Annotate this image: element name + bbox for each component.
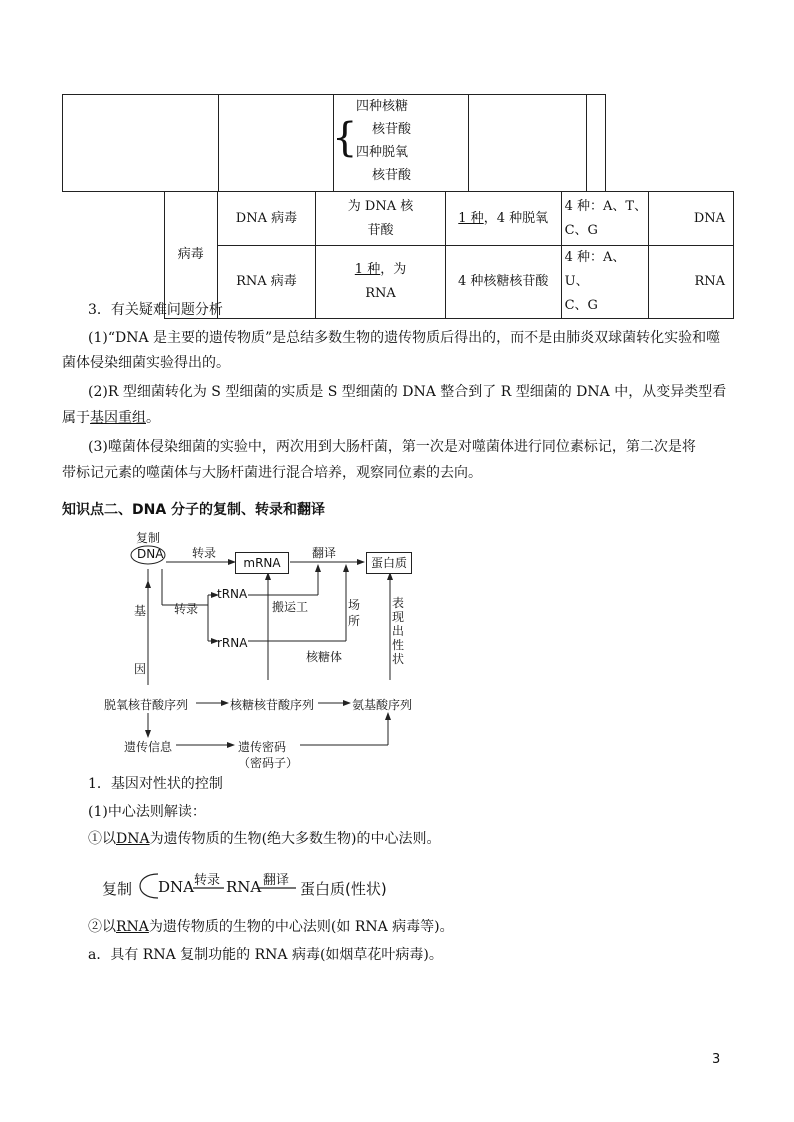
virus-type: DNA 病毒 (217, 192, 316, 246)
table-cell (468, 95, 586, 192)
label-transcribe: 转录 (174, 602, 199, 616)
label-translate: 翻译 (312, 546, 337, 560)
formula-replicate: 复制 (102, 880, 133, 898)
formula-translate: 翻译 (263, 873, 290, 888)
box-mrna: mRNA (235, 552, 289, 574)
formula-transcribe: 转录 (194, 873, 221, 888)
virus-bases: 4 种：A、T、 C、G (561, 192, 648, 246)
section-heading: 3．有关疑难问题分析 (88, 302, 223, 318)
section-heading: 知识点二、DNA 分子的复制、转录和翻译 (62, 502, 326, 518)
virus-cell: 1 种，4 种脱氧 (445, 192, 561, 246)
paragraph-line: (1)“DNA 是主要的遗传物质”是总结多数生物的遗传物质后得出的，而不是由肺炎双球菌转化实验和噬 (88, 330, 721, 346)
paragraph-line: (2)R 型细菌转化为 S 型细菌的实质是 S 型细菌的 DNA 整合到了 R 型细菌的 DNA 中，从变异类型看 (88, 384, 727, 400)
label-gen-info: 遗传信息 (124, 740, 173, 754)
label-aa-seq: 氨基酸序列 (352, 698, 413, 712)
box-protein: 蛋白质 (366, 552, 412, 574)
paragraph-line: 菌体侵染细菌实验得出的。 (62, 355, 230, 371)
label-rrna: rRNA (217, 636, 248, 650)
formula-protein: 蛋白质(性状) (300, 880, 387, 898)
label-site: 场 (348, 598, 361, 612)
label-site: 所 (348, 614, 361, 628)
label-gen-code: 遗传密码 (238, 740, 287, 754)
label-transcribe: 转录 (192, 546, 217, 560)
virus-type: RNA 病毒 (217, 246, 316, 319)
formula-rna: RNA (226, 878, 262, 896)
virus-cell: 1 种，为 RNA (316, 246, 446, 319)
label-carrier: 搬运工 (272, 600, 309, 614)
paragraph-line: 属于基因重组。 (62, 410, 160, 426)
table-cell (587, 95, 606, 192)
item-line: ②以RNA为遗传物质的生物的中心法则(如 RNA 病毒等)。 (88, 919, 454, 935)
table-cell (218, 95, 333, 192)
cell-line: 核苷酸 (371, 168, 411, 183)
section-heading: 1．基因对性状的控制 (88, 776, 223, 792)
virus-group-label: 病毒 (165, 192, 218, 319)
label-ribosome: 核糖体 (306, 650, 343, 664)
label-ribo-seq: 核糖核苷酸序列 (230, 698, 315, 712)
virus-material: RNA (648, 246, 733, 319)
table-cell (63, 95, 219, 192)
paragraph-line: (3)噬菌体侵染细菌的实验中，两次用到大肠杆菌，第一次是对噬菌体进行同位素标记，第二次是将 (88, 439, 696, 455)
virus-bases: 4 种：A、U、 C、G (561, 246, 648, 319)
label-deoxy-seq: 脱氧核苷酸序列 (104, 698, 189, 712)
virus-cell: 为 DNA 核 苷酸 (316, 192, 446, 246)
virus-material: DNA (648, 192, 733, 246)
paragraph-line: 带标记元素的噬菌体与大肠杆菌进行混合培养，观察同位素的去向。 (62, 465, 482, 481)
table-cell-nucleotides: { 四种核糖 核苷酸 四种脱氧 核苷酸 (333, 95, 468, 192)
cell-line: 四种核糖 (355, 99, 408, 114)
label-dna: DNA (137, 547, 164, 561)
cell-line: 核苷酸 (371, 122, 411, 137)
label-codon: （密码子） (238, 756, 299, 770)
table-virus (164, 191, 734, 319)
label-trna: tRNA (217, 587, 248, 601)
sub-heading: (1)中心法则解读： (88, 804, 206, 820)
item-line: ①以DNA为遗传物质的生物(绝大多数生物)的中心法则。 (88, 831, 441, 847)
item-line: a．具有 RNA 复制功能的 RNA 病毒(如烟草花叶病毒)。 (88, 947, 443, 963)
label-gene: 基 (134, 604, 147, 618)
label-replicate: 复制 (136, 531, 161, 545)
table-top (62, 94, 606, 192)
label-gene: 因 (134, 662, 147, 676)
label-express: 表现出性状 (392, 596, 405, 666)
cell-line: 四种脱氧 (355, 145, 408, 160)
virus-cell: 4 种核糖核苷酸 (445, 246, 561, 319)
formula-dna: DNA (158, 878, 194, 896)
page-number: 3 (712, 1052, 721, 1067)
